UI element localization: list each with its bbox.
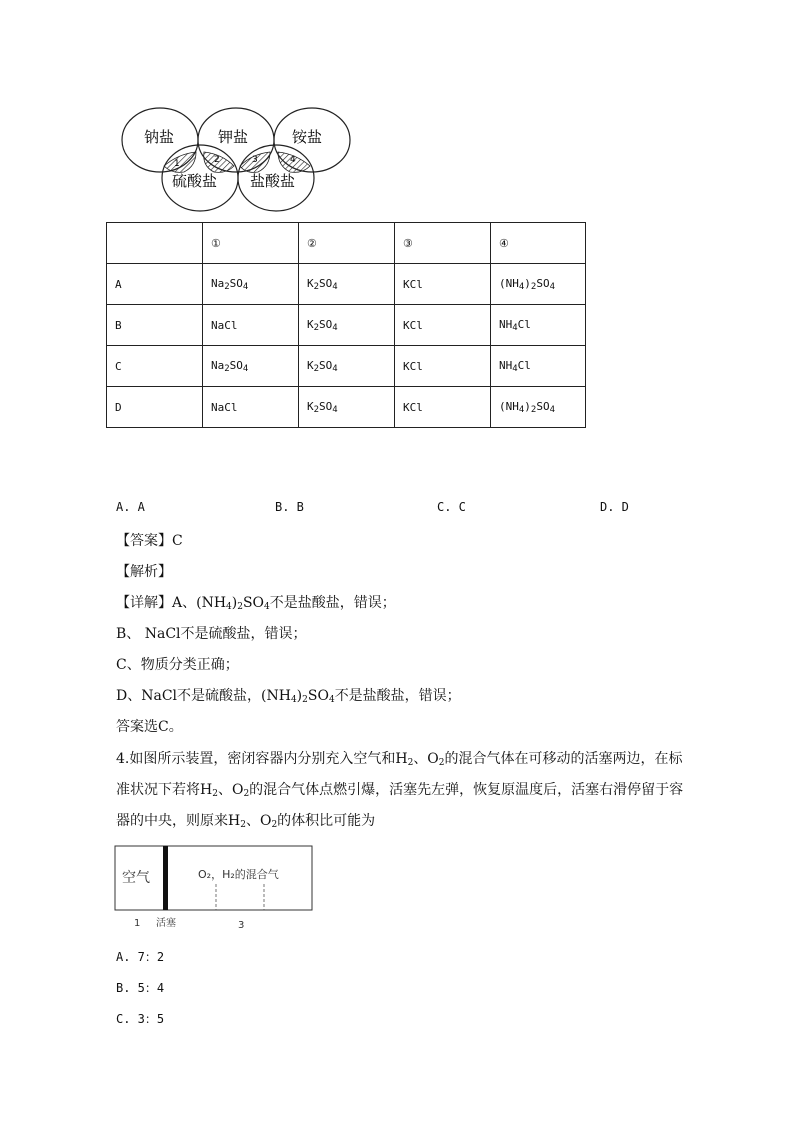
table-cell: NaCl [203, 387, 299, 428]
piston-apparatus-figure [114, 842, 316, 930]
option-b: B. B [275, 500, 304, 514]
table-header-cell: ④ [491, 223, 586, 264]
table-cell: $NH_4Cl$ [491, 305, 586, 346]
marker-4: 4 [290, 155, 296, 165]
table-cell: KCl [395, 346, 491, 387]
table-cell: $K_2SO_4$ [299, 264, 395, 305]
scale-1: 1 [134, 918, 141, 929]
label-chloride: 盐酸盐 [250, 172, 296, 190]
option-c: C. C [437, 500, 466, 514]
question-4-line-3: 器的中央，则原来$H_2$、$O_2$的体积比可能为 [116, 813, 376, 830]
table-row [107, 387, 586, 428]
air-label: 空气 [122, 870, 150, 886]
table-cell: KCl [395, 387, 491, 428]
mixture-label: O₂，H₂的混合气 [198, 868, 279, 881]
table-row [107, 346, 586, 387]
row-label: A [107, 264, 203, 305]
table-cell: $(NH_4)_2SO_4$ [491, 264, 586, 305]
table-cell: KCl [395, 305, 491, 346]
scale-3: 3 [238, 920, 245, 930]
row-label: C [107, 346, 203, 387]
detail-line-b: B、 NaCl不是硫酸盐，错误； [116, 626, 307, 642]
table-cell: $(NH_4)_2SO_4$ [491, 387, 586, 428]
table-header-cell [107, 223, 203, 264]
option-a: A. A [116, 500, 145, 514]
table-header-cell: ② [299, 223, 395, 264]
table-header-cell: ① [203, 223, 299, 264]
question-4-line-2: 准状况下若将$H_2$、$O_2$的混合气体点燃引爆，活塞先左弹，恢复原温度后，活塞右滑停留于容 [116, 782, 684, 799]
table-cell: $Na_2SO_4$ [203, 346, 299, 387]
classification-table [106, 222, 586, 428]
row-label: D [107, 387, 203, 428]
detail-line-c: C、物质分类正确； [116, 657, 239, 673]
table-header-row [107, 223, 586, 264]
table-row [107, 305, 586, 346]
label-ammonium-salt: 铵盐 [292, 128, 323, 146]
table-cell: $K_2SO_4$ [299, 387, 395, 428]
piston-label: 活塞 [156, 918, 176, 929]
label-sodium-salt: 钠盐 [144, 128, 175, 146]
table-cell: $NH_4Cl$ [491, 346, 586, 387]
table-cell: KCl [395, 264, 491, 305]
marker-2: 2 [214, 155, 220, 165]
conclusion-line: 答案选C。 [116, 719, 183, 735]
q4-option-a: A. 7：2 [116, 950, 165, 964]
table-cell: $K_2SO_4$ [299, 305, 395, 346]
q4-option-b: B. 5：4 [116, 981, 165, 995]
row-label: B [107, 305, 203, 346]
label-potassium-salt: 钾盐 [218, 128, 249, 146]
detail-line-a: 【详解】A、$(NH_4)_2SO_4$不是盐酸盐，错误； [116, 595, 396, 612]
table-cell: $Na_2SO_4$ [203, 264, 299, 305]
marker-1: 1 [174, 159, 180, 169]
table-header-cell: ③ [395, 223, 491, 264]
detail-line-d: D、NaCl不是硫酸盐，$(NH_4)_2SO_4$不是盐酸盐，错误； [116, 688, 461, 705]
region-1 [164, 152, 196, 172]
marker-3: 3 [252, 155, 258, 165]
table-cell: $K_2SO_4$ [299, 346, 395, 387]
option-d: D. D [600, 500, 629, 514]
table-cell: NaCl [203, 305, 299, 346]
analysis-heading: 【解析】 [116, 564, 172, 580]
answer-line: 【答案】C [116, 533, 183, 549]
q4-option-c: C. 3：5 [116, 1012, 165, 1026]
salt-classification-diagram [118, 104, 358, 216]
piston [163, 846, 168, 910]
question-4-line-1: 4.如图所示装置，密闭容器内分别充入空气和$H_2$、$O_2$的混合气体在可移动的活塞两边，在标 [116, 751, 683, 768]
label-sulfate: 硫酸盐 [172, 172, 218, 190]
table-row [107, 264, 586, 305]
